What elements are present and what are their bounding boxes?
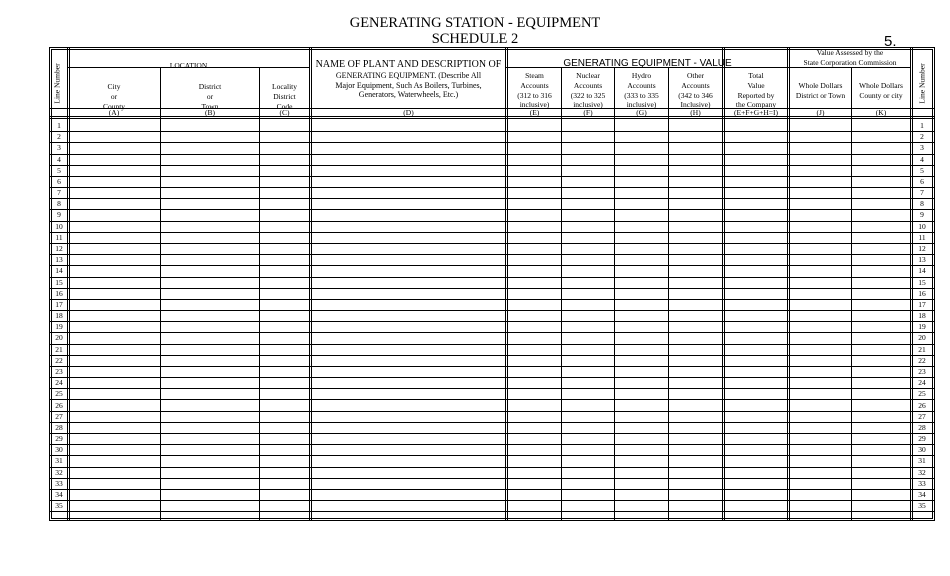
table-row [49, 400, 935, 411]
row-number-left: 23 [55, 366, 63, 376]
table-row [49, 478, 935, 489]
row-number-left: 4 [57, 154, 61, 164]
row-number-right: 13 [918, 255, 926, 265]
equipment-schedule-form [49, 47, 935, 521]
row-number-left: 17 [55, 299, 63, 309]
row-number-right: 1 [920, 121, 924, 130]
row-number-right: 18 [918, 311, 926, 321]
city-header: City or County [102, 82, 126, 111]
row-number-left: 35 [55, 501, 63, 511]
row-number-right: 31 [918, 456, 926, 466]
table-row [49, 154, 935, 165]
row-number-right: 20 [918, 333, 926, 343]
column-letter: (E+F+G+H=I) [734, 108, 778, 117]
row-number-right: 11 [918, 232, 926, 242]
table-row [49, 433, 935, 444]
table-row [49, 310, 935, 321]
row-number-right: 17 [918, 299, 926, 309]
hydro-accounts-header: Hydro Accounts (333 to 335 inclusive) [624, 71, 659, 110]
table-row [49, 187, 935, 198]
row-number-right: 34 [918, 489, 926, 499]
row-number-left: 34 [55, 489, 63, 499]
row-number-left: 28 [55, 422, 63, 432]
row-number-left: 2 [57, 132, 61, 142]
column-letter: (E) [529, 108, 540, 117]
total-value-header: Total Value Reported by the Company [735, 71, 777, 110]
table-row [49, 221, 935, 232]
row-number-right: 9 [920, 210, 924, 220]
table-row [49, 131, 935, 142]
plant-name-header: NAME OF PLANT AND DESCRIPTION OF [315, 59, 502, 70]
row-number-right: 32 [918, 467, 926, 477]
row-number-left: 6 [57, 176, 61, 186]
row-number-left: 16 [55, 288, 63, 298]
column-letter: (K) [875, 108, 887, 117]
table-row [49, 142, 935, 153]
row-number-right: 2 [920, 132, 924, 142]
table-row [49, 388, 935, 399]
row-number-left: 3 [57, 143, 61, 153]
location-header: LOCATION [169, 61, 208, 70]
row-number-right: 8 [920, 199, 924, 209]
table-row [49, 332, 935, 343]
table-row [49, 500, 935, 511]
row-number-left: 10 [55, 221, 63, 231]
table-row [49, 165, 935, 176]
row-number-left: 19 [55, 322, 63, 332]
generating-equipment-value-header: GENERATING EQUIPMENT - VALUE [563, 58, 732, 69]
row-number-right: 27 [918, 411, 926, 421]
row-number-right: 6 [920, 176, 924, 186]
table-row [49, 120, 935, 131]
nuclear-accounts-header: Nuclear Accounts (322 to 325 inclusive) [570, 71, 606, 110]
row-number-left: 5 [57, 165, 61, 175]
table-row [49, 321, 935, 332]
table-row [49, 377, 935, 388]
row-number-left: 15 [55, 277, 63, 287]
row-number-left: 7 [57, 188, 61, 198]
line-number-header-left: Line Number [52, 63, 62, 104]
row-number-right: 22 [918, 355, 926, 365]
row-number-left: 18 [55, 311, 63, 321]
row-number-left: 13 [55, 255, 63, 265]
locality-header: Locality District Code [272, 82, 297, 111]
row-number-right: 25 [918, 389, 926, 399]
row-number-right: 4 [920, 154, 924, 164]
row-number-left: 1 [57, 121, 61, 130]
row-number-left: 32 [55, 467, 63, 477]
column-letter: (A) [108, 108, 120, 117]
table-row [49, 288, 935, 299]
row-number-left: 24 [55, 378, 63, 388]
table-row [49, 355, 935, 366]
table-row [49, 455, 935, 466]
row-number-right: 33 [918, 478, 926, 488]
table-row [49, 243, 935, 254]
row-number-right: 15 [918, 277, 926, 287]
table-row [49, 254, 935, 265]
row-number-right: 7 [920, 188, 924, 198]
row-number-left: 12 [55, 243, 63, 253]
row-number-left: 8 [57, 199, 61, 209]
column-letter: (F) [583, 108, 593, 117]
table-row [49, 366, 935, 377]
page-number: 5. [884, 33, 897, 50]
column-letter: (D) [403, 108, 414, 117]
assessed-value-header: Value Assessed by the State Corporation Commission [803, 48, 897, 67]
row-number-right: 26 [918, 400, 926, 410]
row-number-right: 24 [918, 378, 926, 388]
row-number-left: 33 [55, 478, 63, 488]
row-number-left: 29 [55, 434, 63, 444]
column-letter: (J) [816, 108, 825, 117]
schedule-title: SCHEDULE 2 [431, 31, 519, 47]
row-number-right: 12 [918, 243, 926, 253]
line-number-header-right: Line Number [917, 63, 927, 104]
district-header: District or Town [198, 82, 222, 111]
row-number-right: 23 [918, 366, 926, 376]
row-number-left: 30 [55, 445, 63, 455]
column-letter: (B) [205, 108, 215, 117]
row-number-right: 29 [918, 434, 926, 444]
whole-dollars-district-header: Whole Dollars District or Town [795, 81, 846, 100]
table-row [49, 467, 935, 478]
table-row [49, 277, 935, 288]
row-number-right: 16 [918, 288, 926, 298]
column-letter: (C) [279, 108, 290, 117]
row-number-right: 5 [920, 165, 924, 175]
plant-description-header: GENERATING EQUIPMENT. (Describe All Major Equipment, Such As Boilers, Turbines, Generators, Waterwheels, Etc.) [335, 71, 482, 99]
column-letter: (G) [636, 108, 647, 117]
row-divider [49, 511, 935, 512]
form-title: GENERATING STATION - EQUIPMENT [349, 15, 601, 31]
row-number-right: 30 [918, 445, 926, 455]
table-row [49, 176, 935, 187]
row-number-left: 22 [55, 355, 63, 365]
row-number-left: 9 [57, 210, 61, 220]
row-number-right: 21 [918, 344, 926, 354]
table-row [49, 344, 935, 355]
table-row [49, 209, 935, 220]
table-row [49, 411, 935, 422]
column-letter: (H) [690, 108, 701, 117]
row-number-left: 14 [55, 266, 63, 276]
table-row [49, 265, 935, 276]
row-number-left: 31 [55, 456, 63, 466]
table-row [49, 444, 935, 455]
row-number-left: 20 [55, 333, 63, 343]
other-accounts-header: Other Accounts (342 to 346 Inclusive) [678, 71, 713, 110]
steam-accounts-header: Steam Accounts (312 to 316 inclusive) [517, 71, 552, 110]
row-number-left: 27 [55, 411, 63, 421]
table-row [49, 422, 935, 433]
whole-dollars-county-header: Whole Dollars County or city [859, 81, 903, 100]
table-row [49, 232, 935, 243]
table-row [49, 299, 935, 310]
row-number-left: 26 [55, 400, 63, 410]
row-number-right: 28 [918, 422, 926, 432]
row-number-right: 3 [920, 143, 924, 153]
row-number-left: 21 [55, 344, 63, 354]
row-number-left: 25 [55, 389, 63, 399]
table-row [49, 489, 935, 500]
row-number-right: 14 [918, 266, 926, 276]
row-number-left: 11 [55, 232, 63, 242]
row-number-right: 35 [918, 501, 926, 511]
row-number-right: 19 [918, 322, 926, 332]
row-number-right: 10 [918, 221, 926, 231]
table-row [49, 198, 935, 209]
